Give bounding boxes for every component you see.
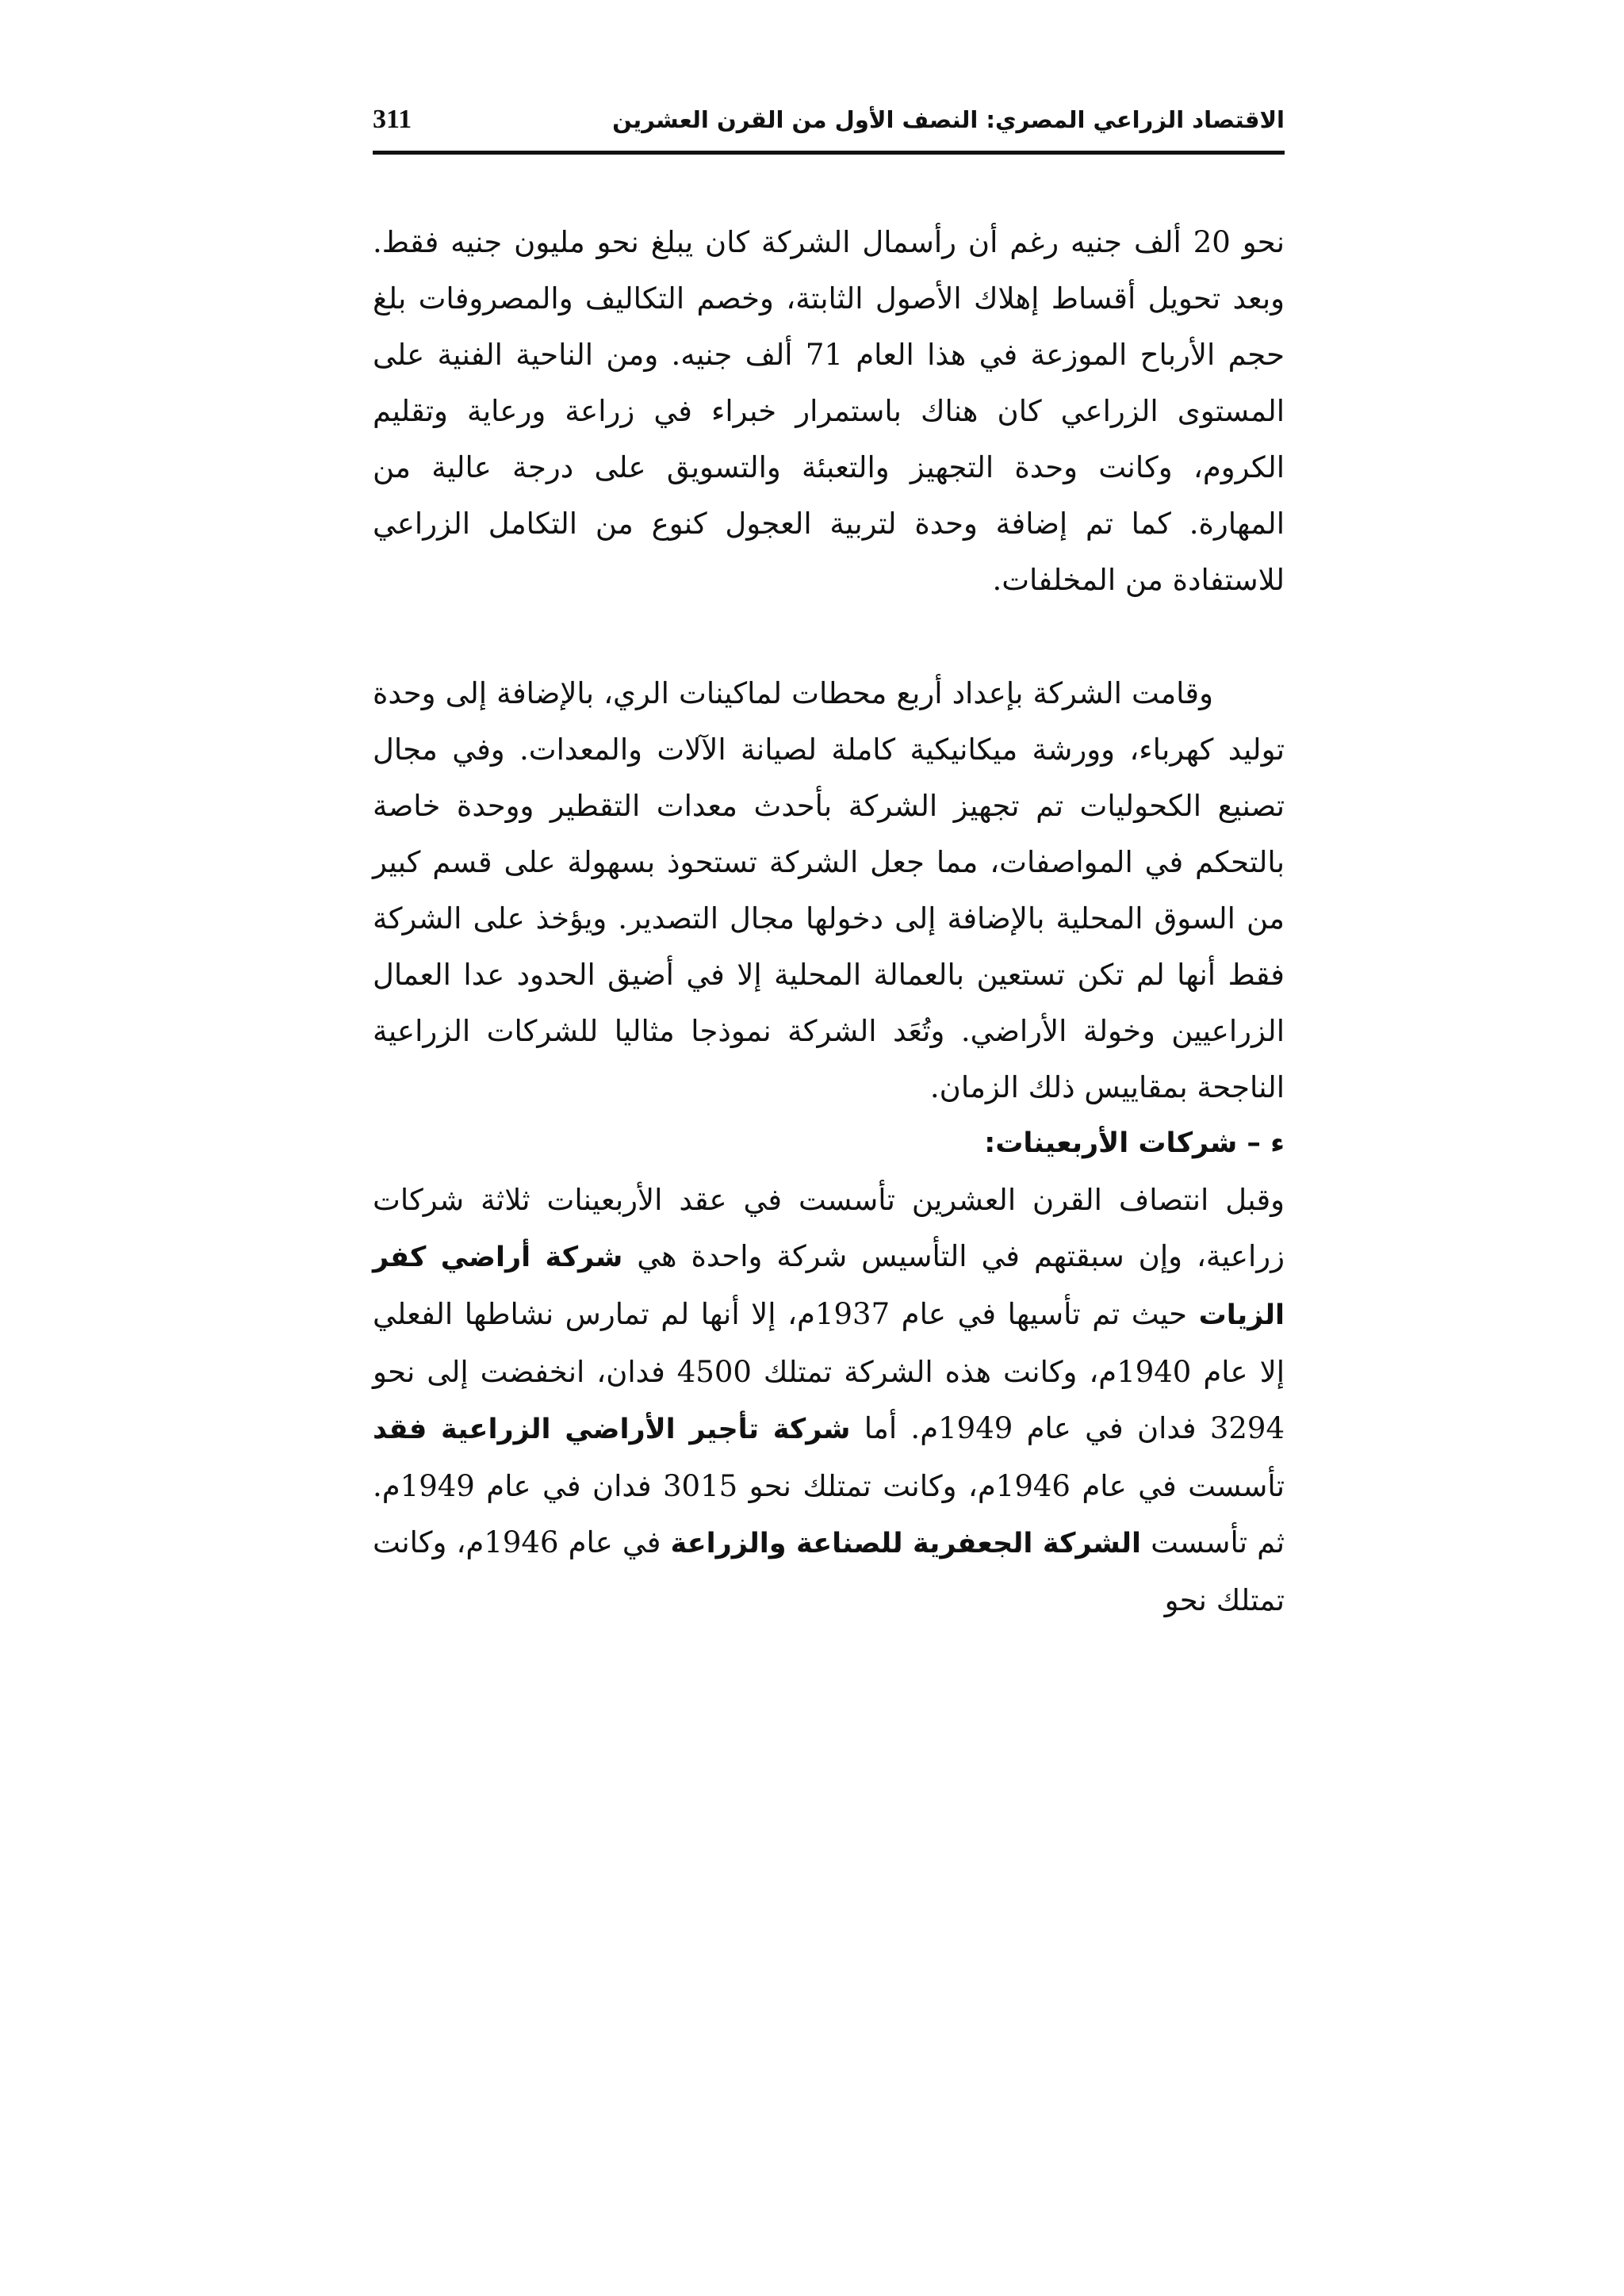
paragraph-3-text-3: تأسست في عام 1946م، وكانت تمتلك نحو 3015 فدان في عام 1949م. ثم تأسست [373,1469,1285,1559]
paragraph-1: نحو 20 ألف جنيه رغم أن رأسمال الشركة كان يبلغ نحو مليون جنيه فقط. وبعد تحويل أقساط إهلاك الأصول الثابتة، وخصم التكاليف والمصروفات بلغ حجم الأرباح الموزعة في هذا العام 71 ألف جنيه. ومن الناحية الفنية على المستوى الزراعي كان هناك باستمرار خبراء في زراعة ورعاية وتقليم الكروم، وكانت وحدة التجهيز والتعبئة والتسويق على درجة عالية من المهارة. كما تم إضافة وحدة لتربية العجول كنوع من التكامل الزراعي للاستفادة من المخلفات. [373,225,1285,597]
paragraph-3-text-1: وقبل انتصاف القرن العشرين تأسست في عقد الأربعينات ثلاثة شركات زراعية، وإن سبقتهم في التأسيس شركة واحدة هي [373,1183,1285,1273]
paragraph-3 [373,1172,1285,1628]
running-header [373,101,1285,155]
company-name-land-leasing: شركة تأجير الأراضي الزراعية فقد [373,1414,851,1445]
company-name-kafr-el-zayat: شركة أراضي كفر الزيات [373,1242,1285,1331]
paragraph-2: وقامت الشركة بإعداد أربع محطات لماكينات الري، بالإضافة إلى وحدة توليد كهرباء، وورشة ميكانيكية كاملة لصيانة الآلات والمعدات. وفي مجال تصنيع الكحوليات تم تجهيز الشركة بأحدث معدات التقطير ووحدة خاصة بالتحكم في المواصفات، مما جعل الشركة تستحوذ بسهولة على قسم كبير من السوق المحلية بالإضافة إلى دخولها مجال التصدير. ويؤخذ على الشركة فقط أنها لم تكن تستعين بالعمالة المحلية إلا في أضيق الحدود عدا العمال الزراعيين وخولة الأراضي. وتُعَد الشركة نموذجا مثاليا للشركات الزراعية الناجحة بمقاييس ذلك الزمان. [373,676,1285,1104]
company-name-gaafariya: الشركة الجعفرية للصناعة والزراعة [670,1528,1142,1559]
section-subheading: ء – شركات الأربعينات: [984,1127,1285,1159]
body-text [373,214,1285,1628]
paragraph-3-text-2: حيث تم تأسيها في عام 1937م، إلا أنها لم تمارس نشاطها الفعلي إلا عام 1940م، وكانت هذه الشركة تمتلك 4500 فدان، انخفضت إلى نحو 3294 فدان في عام 1949م. أما [373,1297,1285,1445]
page-number: 311 [373,105,412,134]
paragraph-gap [373,608,1285,665]
header-title: الاقتصاد الزراعي المصري: النصف الأول من القرن العشرين [612,106,1285,133]
paragraph-3-text-4: في عام 1946م، وكانت تمتلك نحو [373,1525,1285,1617]
